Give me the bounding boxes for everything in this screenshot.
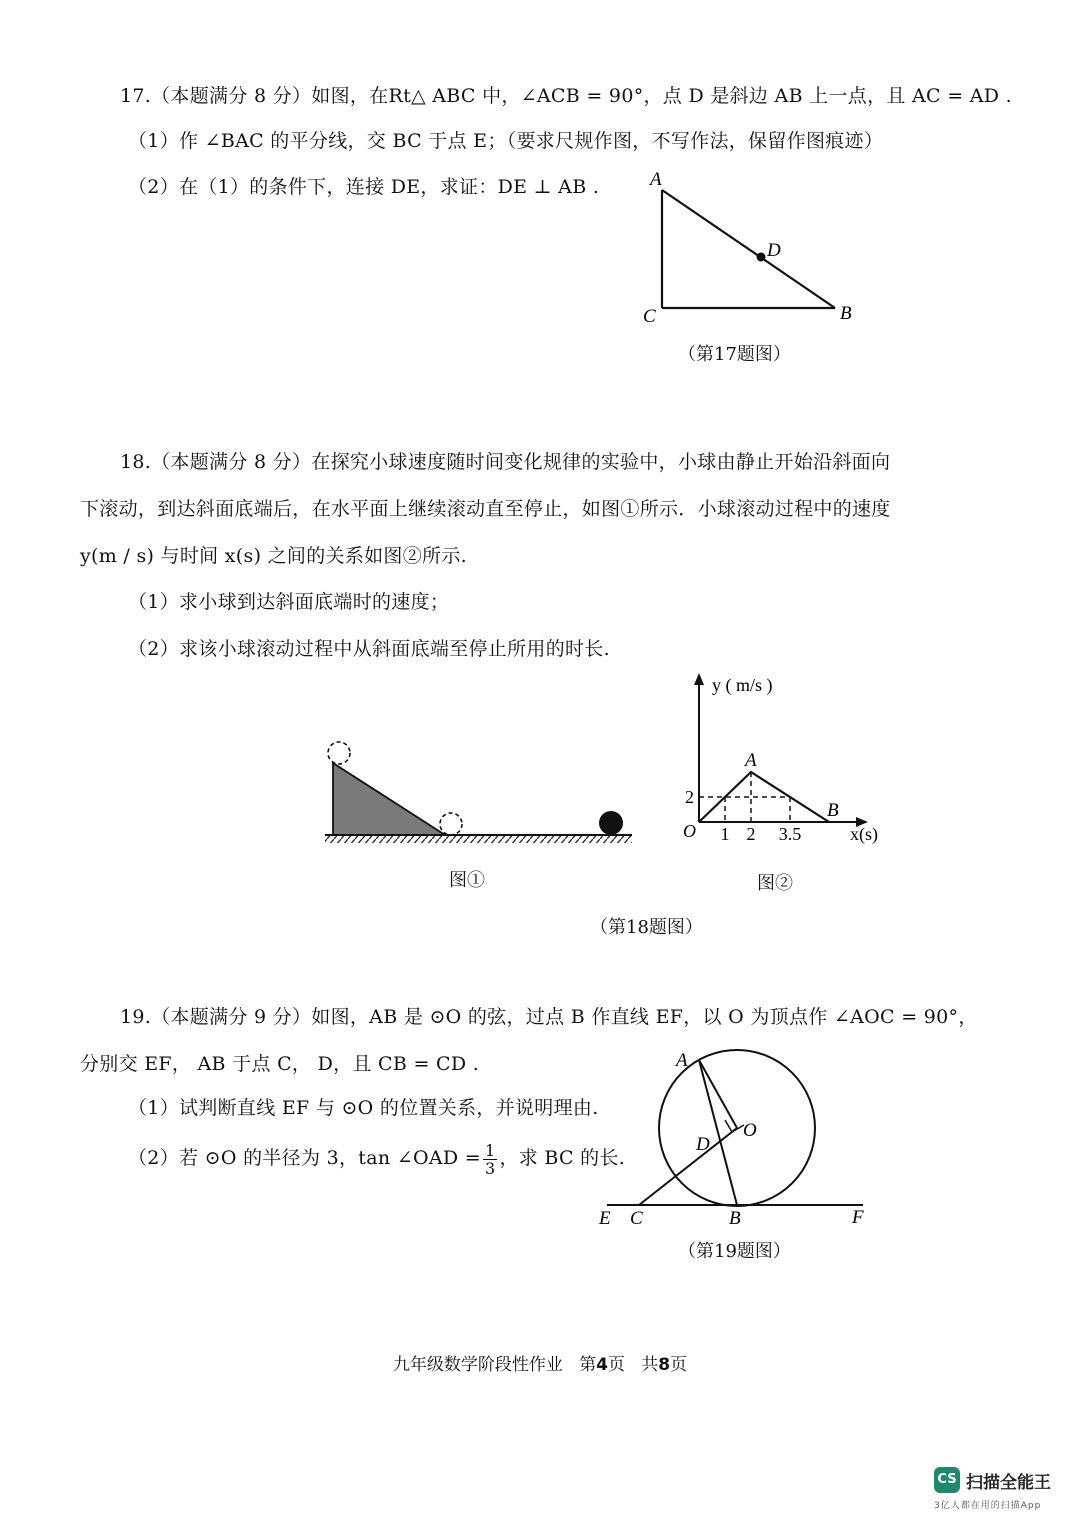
q19-line2: 分别交 EF， AB 于点 C， D，且 CB = CD .: [80, 1053, 480, 1075]
q18-ball-bottom: [440, 813, 462, 835]
q18-line1: 18.（本题满分 8 分）在探究小球速度随时间变化规律的实验中，小球由静止开始沿斜面向: [120, 451, 891, 473]
footer-subject: 九年级数学阶段性作业: [392, 1355, 563, 1375]
q18-ball-start: [328, 742, 350, 764]
q17-label-b: B: [840, 303, 852, 324]
q19-label-f: F: [852, 1207, 864, 1228]
footer-total-pages: 8: [658, 1355, 671, 1375]
q17-label-c: C: [643, 306, 656, 327]
q18-fig2-caption: 图②: [757, 873, 793, 894]
chart-y-arrow: [694, 673, 704, 685]
q18-caption: （第18题图）: [590, 917, 703, 938]
q17-figure: [630, 165, 870, 330]
q18-line2: 下滚动，到达斜面底端后，在水平面上继续滚动直至停止，如图①所示．小球滚动过程中的速度: [80, 498, 891, 520]
q19-radius-ao: [699, 1060, 737, 1128]
q17-line2: （1）作 ∠BAC 的平分线，交 BC 于点 E；（要求尺规作图，不写作法，保留作图痕迹）: [128, 130, 884, 152]
q18-fig1-caption: 图①: [449, 870, 485, 891]
q19-figure: [595, 1040, 880, 1230]
q19-part2-pre: （2）若 ⊙O 的半径为 3，tan ∠OAD =: [128, 1147, 481, 1169]
q19-part2: [128, 1138, 625, 1178]
q19-tan-fraction: [483, 1142, 497, 1177]
q17-caption: （第17题图）: [678, 344, 791, 365]
footer-total-pre: 共: [641, 1355, 659, 1375]
chart-x-tick-label: 1: [720, 824, 730, 844]
q19-line1: 19.（本题满分 9 分）如图，AB 是 ⊙O 的弦，过点 B 作直线 EF，以 O 为顶点作 ∠AOC = 90°，: [120, 1006, 978, 1028]
chart-point-label-a: A: [745, 750, 757, 771]
q19-frac-num: 1: [484, 1140, 496, 1160]
chart-y-label: y ( m/s ): [712, 675, 773, 695]
q18-speed-chart: [670, 665, 900, 850]
chart-y-tick-label: 2: [685, 787, 694, 807]
q19-part1: （1）试判断直线 EF 与 ⊙O 的位置关系，并说明理由.: [128, 1097, 599, 1119]
q18-ball-stop: [599, 811, 623, 835]
chart-x-tick-label: 3.5: [778, 824, 802, 844]
q19-line-oc: [639, 1128, 737, 1205]
chart-x-label: x(s): [850, 824, 878, 844]
camscanner-tagline: 3亿人都在用的扫描App: [934, 1501, 1042, 1511]
q19-part2-post: ，求 BC 的长.: [499, 1147, 626, 1169]
chart-point-label-b: B: [827, 800, 839, 821]
footer-page-post: 页: [608, 1355, 625, 1375]
page-footer: [0, 1350, 1080, 1375]
q17-point-d: [757, 253, 766, 262]
q17-label-d: D: [767, 240, 781, 261]
q17-side-ab: [662, 190, 835, 308]
footer-page-number: 4: [596, 1355, 608, 1375]
q18-part1: （1）求小球到达斜面底端时的速度；: [128, 591, 450, 613]
camscanner-name: 扫描全能王: [966, 1473, 1051, 1493]
q17-line3: （2）在（1）的条件下，连接 DE，求证：DE ⊥ AB .: [128, 176, 600, 198]
q19-label-o: O: [743, 1120, 757, 1141]
q18-slope-figure: [320, 735, 640, 850]
q19-label-e: E: [599, 1208, 611, 1229]
q18-ground-hatch: [325, 836, 632, 843]
q18-line3: y(m / s) 与时间 x(s) 之间的关系如图②所示.: [80, 545, 467, 567]
footer-page-pre: 第: [579, 1355, 597, 1375]
q19-label-d: D: [696, 1134, 710, 1155]
q19-label-c: C: [630, 1208, 643, 1229]
q18-part2: （2）求该小球滚动过程中从斜面底端至停止所用的时长.: [128, 638, 610, 660]
q19-caption: （第19题图）: [678, 1241, 791, 1262]
chart-origin-label: O: [683, 821, 696, 841]
camscanner-badge-icon: CS: [934, 1467, 960, 1493]
q19-frac-den: 3: [484, 1158, 496, 1178]
q17-line1: 17.（本题满分 8 分）如图，在Rt△ ABC 中，∠ACB = 90°，点 D 是斜边 AB 上一点，且 AC = AD .: [120, 85, 1013, 107]
chart-x-tick-label: 2: [746, 824, 756, 844]
footer-total-post: 页: [670, 1355, 688, 1375]
q19-label-a: A: [676, 1050, 688, 1071]
q17-label-a: A: [650, 169, 662, 190]
q19-label-b: B: [729, 1208, 741, 1229]
q18-incline: [333, 763, 445, 835]
